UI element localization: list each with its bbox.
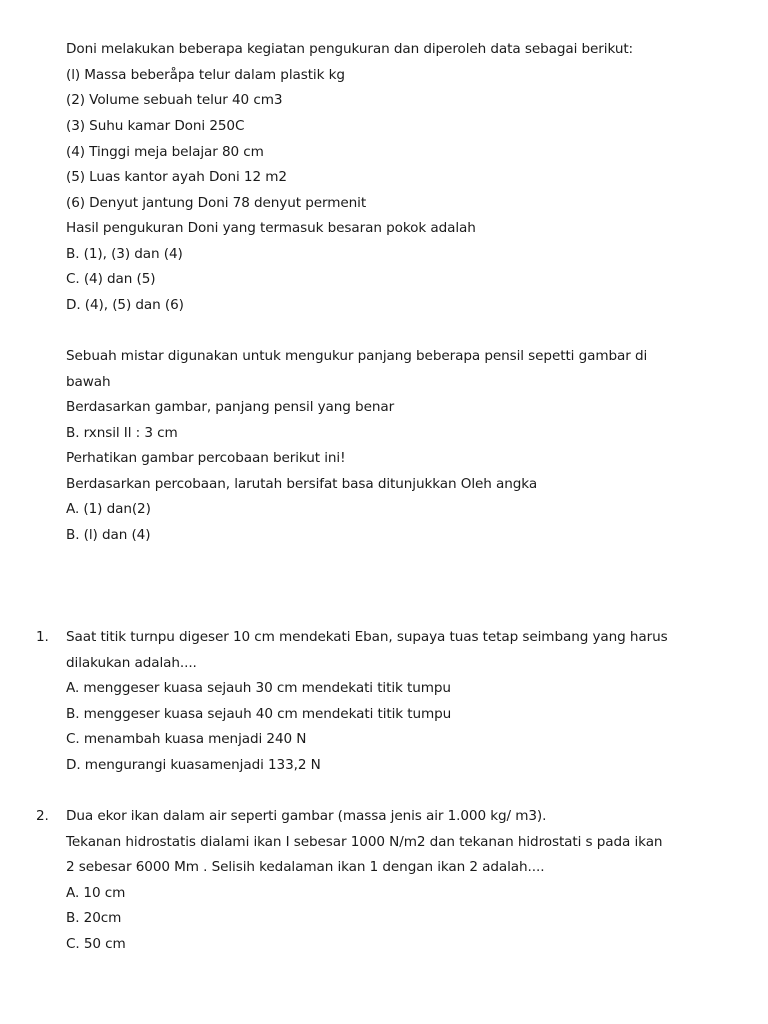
block1-item-4: (4) Tinggi meja belajar 80 cm bbox=[66, 144, 264, 160]
block1-intro: Doni melakukan beberapa kegiatan pengukuran dan diperoleh data sebagai berikut: bbox=[66, 41, 634, 57]
block2-line-3: Berdasarkan gambar, panjang pensil yang benar bbox=[66, 399, 395, 415]
block1-option-c: C. (4) dan (5) bbox=[66, 271, 156, 287]
block2-line-4: B. rxnsil Il : 3 cm bbox=[66, 425, 178, 441]
block1-option-b: B. (1), (3) dan (4) bbox=[66, 246, 183, 262]
block1-question: Hasil pengukuran Doni yang termasuk besaran pokok adalah bbox=[66, 220, 476, 236]
q2-line-3: 2 sebesar 6000 Mm . Selisih kedalaman ikan 1 dengan ikan 2 adalah.... bbox=[66, 859, 545, 875]
q1-option-a: A. menggeser kuasa sejauh 30 cm mendekati titik tumpu bbox=[66, 680, 451, 696]
q2-option-a: A. 10 cm bbox=[66, 885, 126, 901]
block2-line-8: B. (l) dan (4) bbox=[66, 527, 151, 543]
block2-line-6: Berdasarkan percobaan, larutah bersifat basa ditunjukkan Oleh angka bbox=[66, 476, 538, 492]
block2-line-2: bawah bbox=[66, 374, 111, 390]
q2-line-2: Tekanan hidrostatis dialami ikan I sebesar 1000 N/m2 dan tekanan hidrostati s pada ikan bbox=[66, 834, 663, 850]
block2-line-5: Perhatikan gambar percobaan berikut ini! bbox=[66, 450, 346, 466]
q1-option-b: B. menggeser kuasa sejauh 40 cm mendekati titik tumpu bbox=[66, 706, 452, 722]
q1-line-2: dilakukan adalah.... bbox=[66, 655, 197, 671]
block1-item-6: (6) Denyut jantung Doni 78 denyut permenit bbox=[66, 195, 367, 211]
q2-line-1: Dua ekor ikan dalam air seperti gambar (massa jenis air 1.000 kg/ m3). bbox=[66, 808, 547, 824]
block1-item-2: (2) Volume sebuah telur 40 cm3 bbox=[66, 92, 283, 108]
q1-option-d: D. mengurangi kuasamenjadi 133,2 N bbox=[66, 757, 321, 773]
q1-option-c: C. menambah kuasa menjadi 240 N bbox=[66, 731, 307, 747]
q1-number: 1. bbox=[36, 629, 49, 645]
block1-item-1: (l) Massa beberåpa telur dalam plastik kg bbox=[66, 67, 345, 83]
block1-option-d: D. (4), (5) dan (6) bbox=[66, 297, 184, 313]
block1-item-5: (5) Luas kantor ayah Doni 12 m2 bbox=[66, 169, 287, 185]
block1-item-3: (3) Suhu kamar Doni 250C bbox=[66, 118, 245, 134]
block2-line-7: A. (1) dan(2) bbox=[66, 501, 151, 517]
q2-option-b: B. 20cm bbox=[66, 910, 122, 926]
q2-number: 2. bbox=[36, 808, 49, 824]
q2-option-c: C. 50 cm bbox=[66, 936, 126, 952]
block2-line-1: Sebuah mistar digunakan untuk mengukur panjang beberapa pensil sepetti gambar di bbox=[66, 348, 648, 364]
q1-line-1: Saat titik turnpu digeser 10 cm mendekati Eban, supaya tuas tetap seimbang yang harus bbox=[66, 629, 668, 645]
